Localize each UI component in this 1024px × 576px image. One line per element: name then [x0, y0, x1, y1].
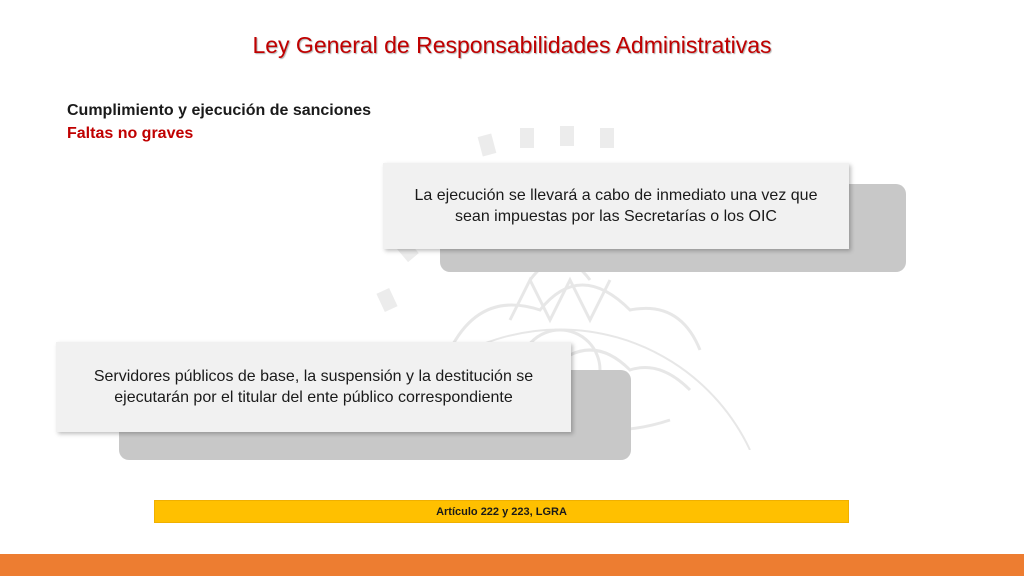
info-card-text: La ejecución se llevará a cabo de inmediato una vez que sean impuestas por las Secretarías o los OIC: [414, 187, 818, 225]
bottom-bar: [0, 554, 1024, 576]
subtitle: Cumplimiento y ejecución de sanciones: [67, 102, 372, 119]
section-label: Faltas no graves: [67, 125, 194, 142]
article-reference: [154, 500, 849, 523]
info-card-text: Servidores públicos de base, la suspensión y la destitución se ejecutarán por el titular del ente público correspondiente: [93, 368, 534, 406]
info-card-2: [56, 342, 571, 432]
article-text: Artículo 222 y 223, LGRA: [436, 505, 567, 518]
info-card-1: [383, 163, 849, 249]
page-title: Ley General de Responsabilidades Administrativas: [252, 32, 772, 58]
